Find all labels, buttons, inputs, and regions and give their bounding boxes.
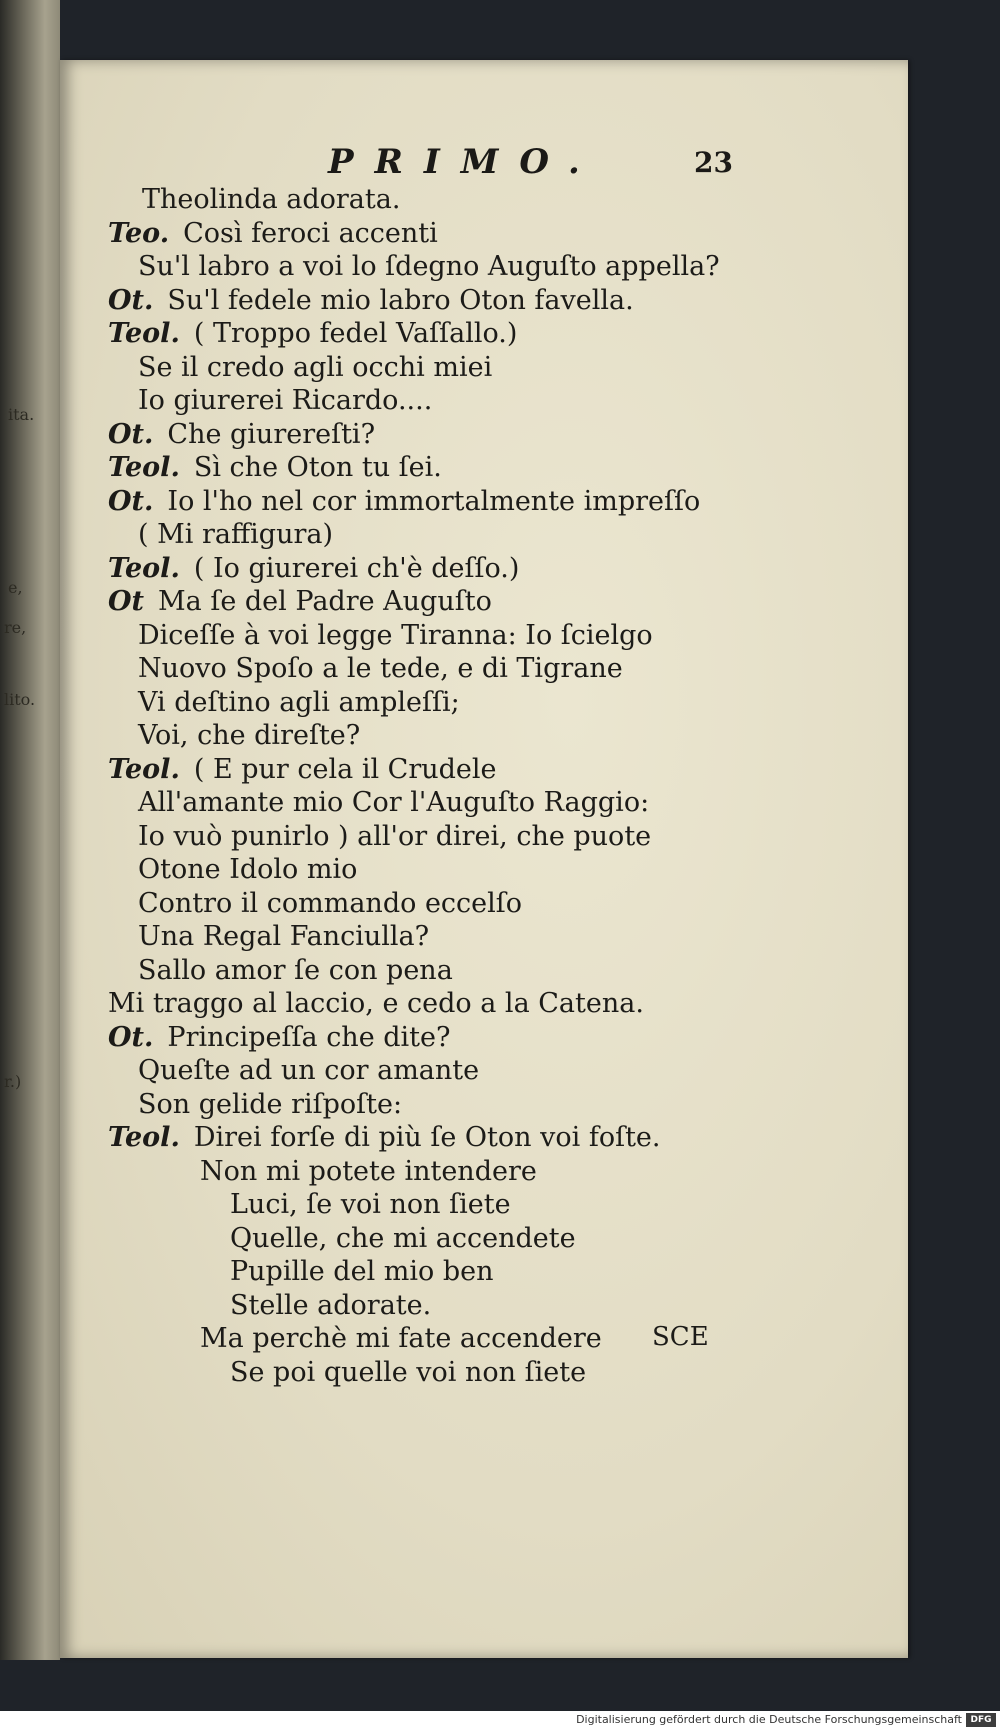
line-text: Queſte ad un cor amante [138, 1055, 480, 1086]
line-text: Nuovo Spoſo a le tede, e di Tigrane [138, 653, 623, 684]
text-line [108, 586, 492, 618]
text-line [138, 888, 522, 920]
text-line [230, 1357, 586, 1389]
text-line [138, 385, 432, 417]
line-text: Non mi potete intendere [200, 1155, 537, 1187]
line-text: Direi forſe di più ſe Oton voi foſte. [193, 1122, 661, 1153]
line-text: Luci, ſe voi non ſiete [230, 1189, 511, 1220]
text-line [108, 1122, 660, 1154]
line-text: Una Regal Fanciulla? [138, 921, 430, 952]
line-text: Principeſſa che dite? [167, 1021, 451, 1053]
line-text: Son gelide riſpoſte: [138, 1088, 403, 1120]
text-line [138, 687, 460, 719]
line-text: All'amante mio Cor l'Auguſto Raggio: [138, 787, 650, 818]
line-text: Mi traggo al laccio, e cedo a la Catena. [108, 988, 644, 1019]
text-line [138, 620, 653, 652]
text-line [138, 653, 623, 685]
speaker-label: Ot. [108, 485, 154, 517]
text-line [138, 821, 651, 853]
line-text: ( Io giurerei ch'è deſſo.) [193, 552, 520, 584]
text-line [138, 1055, 479, 1087]
left-fragment: r.) [4, 1072, 22, 1091]
text-line [200, 1156, 537, 1188]
text-line [138, 787, 649, 819]
line-text: Pupille del mio ben [230, 1256, 494, 1287]
line-text: ( Troppo fedel Vaſſallo.) [193, 318, 518, 349]
text-line [108, 988, 644, 1020]
text-line [108, 1022, 450, 1054]
speaker-label: Teol. [108, 452, 180, 483]
text-line [230, 1256, 494, 1288]
line-text: Io vuò punirlo ) all'or direi, che puote [138, 820, 652, 852]
text-line [108, 419, 375, 451]
line-text: Ma ſe del Padre Auguſto [158, 586, 492, 617]
left-page-edge [0, 0, 60, 1660]
speaker-label: Teo. [108, 217, 170, 249]
line-text: Io giurerei Ricardo.... [138, 385, 433, 416]
line-text: Se poi quelle voi non ſiete [230, 1356, 587, 1388]
line-text: Così feroci accenti [183, 217, 438, 249]
line-text: Diceſſe à voi legge Tiranna: Io ſcielgo [138, 619, 653, 651]
line-text: Theolinda adorata. [142, 184, 401, 215]
line-text: Stelle adorate. [230, 1289, 432, 1321]
speaker-label: Teol. [108, 753, 180, 785]
text-line [230, 1223, 576, 1255]
line-text: Sì che Oton tu ſei. [193, 452, 442, 483]
page-header [60, 142, 908, 182]
speaker-label: Teol. [108, 318, 180, 349]
text-line [138, 352, 492, 384]
text-line [138, 921, 429, 953]
text-line [138, 955, 453, 987]
left-fragment: lito. [4, 690, 36, 709]
line-text: Su'l fedele mio labro Oton favella. [167, 284, 634, 316]
text-line [108, 452, 442, 484]
line-text: Ma perchè mi fate accendere [200, 1323, 602, 1354]
line-text: ( E pur cela il Crudele [193, 753, 497, 785]
line-text: Su'l labro a voi lo ſdegno Auguſto appella? [138, 251, 720, 282]
line-text: Voi, che direſte? [138, 720, 361, 751]
text-line [138, 854, 357, 886]
running-head: PRIMO. [328, 142, 601, 182]
catchword: SCE [652, 1322, 709, 1352]
text-line [138, 1089, 402, 1121]
text-line [108, 218, 438, 250]
left-fragment: re, [4, 618, 27, 637]
text-line [230, 1189, 511, 1221]
book-page [60, 60, 908, 1658]
text-line [108, 486, 700, 518]
text-line [108, 318, 517, 350]
line-text: Quelle, che mi accendete [230, 1222, 576, 1254]
page-number: 23 [694, 146, 733, 179]
text-line [230, 1290, 431, 1322]
line-text: Che giurereſti? [167, 418, 376, 450]
dfg-logo: DFG [966, 1713, 996, 1727]
speaker-label: Ot. [108, 1021, 154, 1053]
text-line [138, 720, 360, 752]
speaker-label: Ot. [108, 284, 154, 316]
text-line [138, 251, 720, 283]
line-text: Contro il commando eccelſo [138, 887, 523, 919]
line-text: Otone Idolo mio [138, 854, 358, 885]
line-text: Vi deſtino agli ampleſſi; [138, 686, 460, 718]
text-line [142, 184, 400, 216]
footer-bar [0, 1711, 1000, 1731]
line-text: Sallo amor ſe con pena [138, 954, 453, 986]
left-fragment: ita. [8, 405, 35, 424]
speaker-label: Ot [108, 586, 144, 617]
speaker-label: Teol. [108, 1122, 180, 1153]
text-line [108, 553, 519, 585]
line-text: ( Mi raffigura) [138, 519, 334, 550]
footer-credit: Digitalisierung gefördert durch die Deutsche Forschungsgemeinschaft [576, 1713, 962, 1726]
left-fragment: e, [8, 578, 23, 597]
line-text: Io l'ho nel cor immortalmente impreſſo [167, 485, 701, 517]
text-line [108, 754, 497, 786]
speaker-label: Ot. [108, 418, 154, 450]
speaker-label: Teol. [108, 552, 180, 584]
line-text: Se il credo agli occhi miei [138, 351, 493, 383]
text-line [138, 519, 333, 551]
text-line [108, 285, 634, 317]
text-line [200, 1323, 602, 1355]
